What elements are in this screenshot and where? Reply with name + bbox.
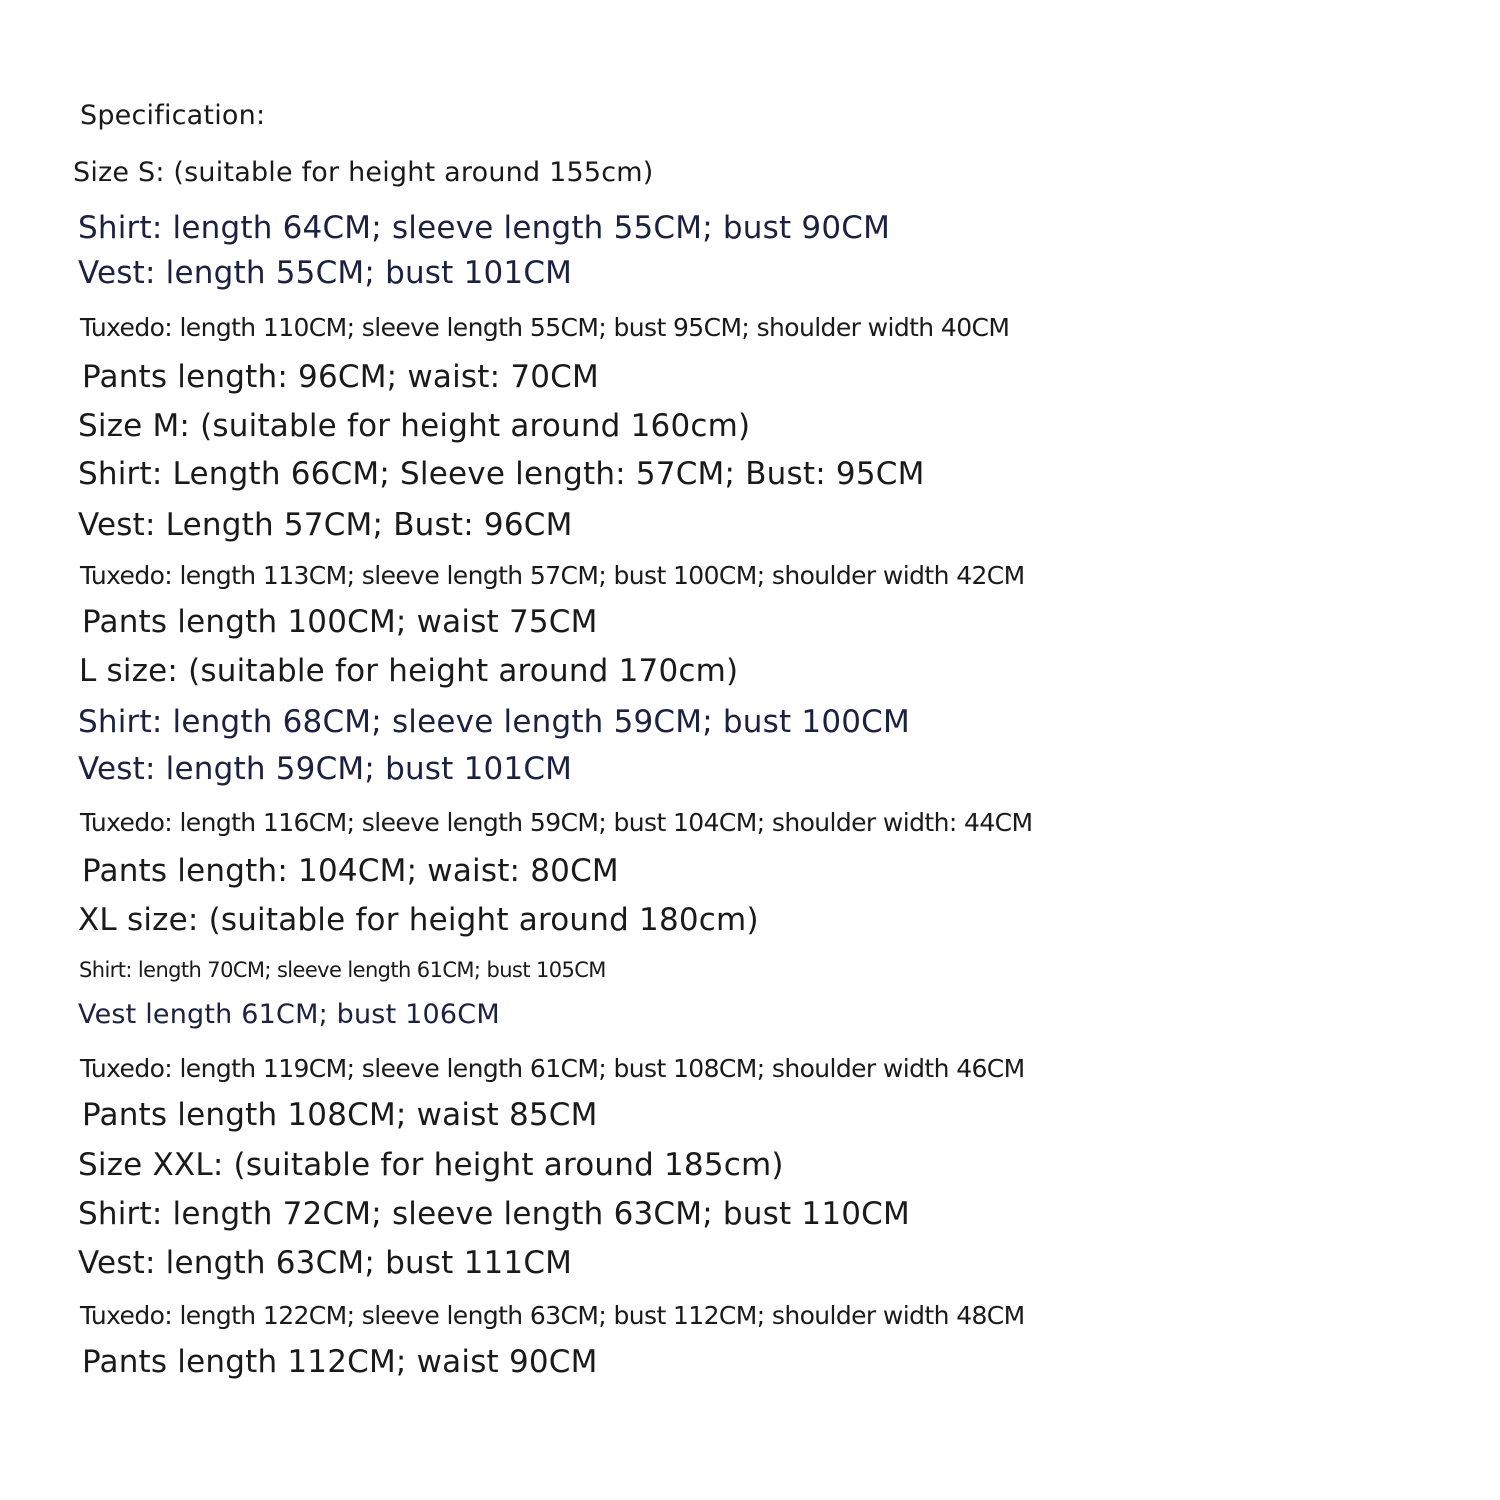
size-s-vest: Vest: length 55CM; bust 101CM [78,255,573,291]
size-xxl-tuxedo: Tuxedo: length 122CM; sleeve length 63CM; bust 112CM; shoulder width 48CM [80,1301,1025,1330]
size-m-vest: Vest: Length 57CM; Bust: 96CM [78,507,573,543]
size-s-shirt: Shirt: length 64CM; sleeve length 55CM; bust 90CM [78,210,891,246]
size-xxl-vest: Vest: length 63CM; bust 111CM [78,1245,573,1281]
size-l-tuxedo: Tuxedo: length 116CM; sleeve length 59CM; bust 104CM; shoulder width: 44CM [80,808,1033,837]
size-l-pants: Pants length: 104CM; waist: 80CM [82,853,619,889]
size-m-tuxedo: Tuxedo: length 113CM; sleeve length 57CM; bust 100CM; shoulder width 42CM [80,561,1025,590]
size-m-shirt: Shirt: Length 66CM; Sleeve length: 57CM; Bust: 95CM [78,456,925,492]
size-s-tuxedo: Tuxedo: length 110CM; sleeve length 55CM; bust 95CM; shoulder width 40CM [80,313,1010,342]
size-xxl-pants: Pants length 112CM; waist 90CM [82,1344,598,1380]
size-l-heading: L size: (suitable for height around 170cm) [79,653,739,689]
size-xxl-heading: Size XXL: (suitable for height around 185cm) [78,1147,784,1183]
size-l-shirt: Shirt: length 68CM; sleeve length 59CM; bust 100CM [78,704,910,740]
size-xl-heading: XL size: (suitable for height around 180cm) [78,902,759,938]
size-m-heading: Size M: (suitable for height around 160cm) [78,408,751,444]
size-l-vest: Vest: length 59CM; bust 101CM [78,751,573,787]
size-xl-tuxedo: Tuxedo: length 119CM; sleeve length 61CM; bust 108CM; shoulder width 46CM [80,1054,1025,1083]
size-xl-vest: Vest length 61CM; bust 106CM [78,999,500,1030]
size-xl-shirt: Shirt: length 70CM; sleeve length 61CM; bust 105CM [79,958,606,982]
size-m-pants: Pants length 100CM; waist 75CM [82,604,598,640]
size-xl-pants: Pants length 108CM; waist 85CM [82,1097,598,1133]
spec-title: Specification: [80,100,266,131]
size-s-heading: Size S: (suitable for height around 155cm) [73,157,654,188]
size-xxl-shirt: Shirt: length 72CM; sleeve length 63CM; bust 110CM [78,1196,910,1232]
size-s-pants: Pants length: 96CM; waist: 70CM [82,359,599,395]
